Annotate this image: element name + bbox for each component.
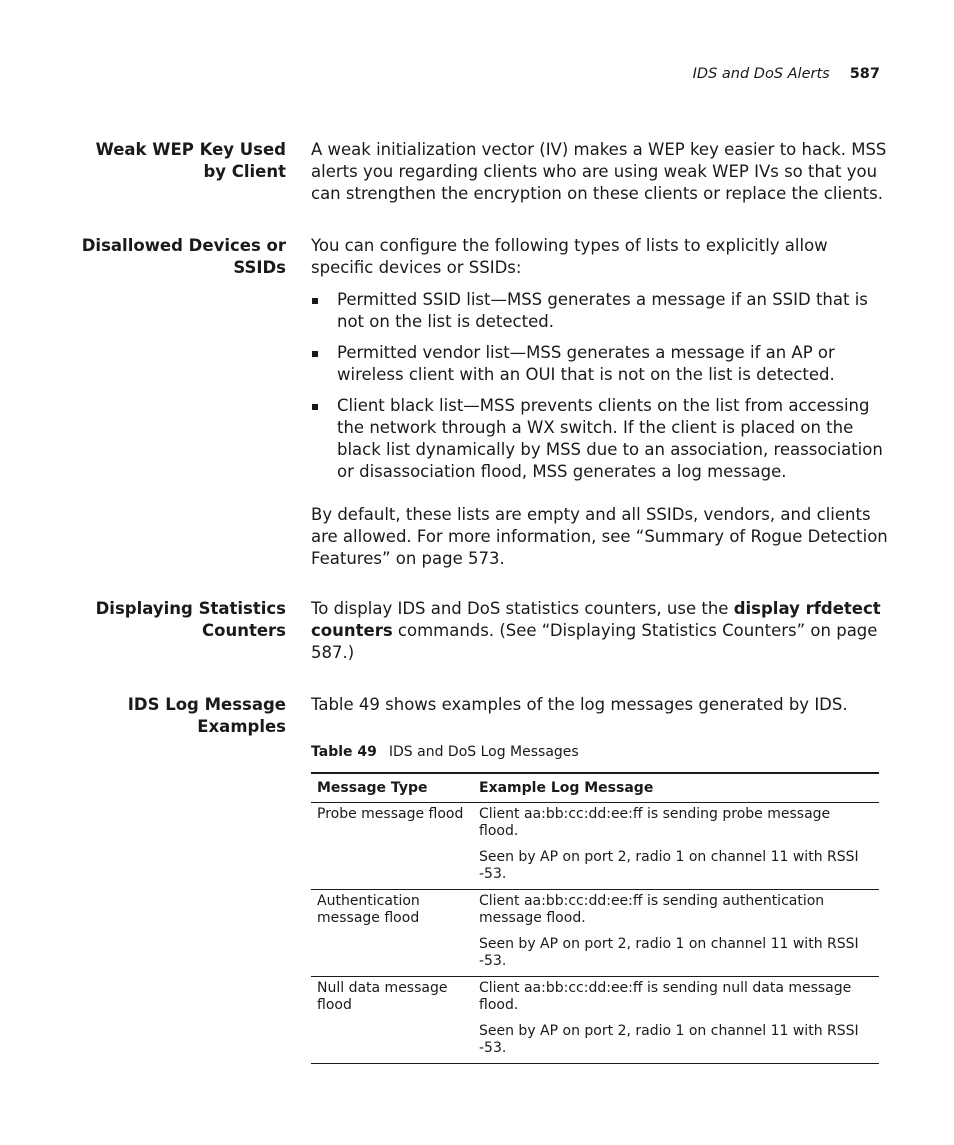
log-messages-table bbox=[311, 772, 879, 1064]
header-section-title: IDS and DoS Alerts bbox=[692, 66, 830, 82]
column-header-example-log: Example Log Message bbox=[473, 773, 879, 803]
ids-log-body bbox=[311, 694, 889, 716]
stats-paragraph: To display IDS and DoS statistics counters, use the display rfdetect counters commands. (See “Displaying Statistics Counters” on page 587.) bbox=[311, 599, 881, 662]
command-name: display rfdetect counters bbox=[311, 599, 881, 640]
heading-ids-log-examples: IDS Log Message Examples bbox=[127, 695, 286, 736]
bullet-list bbox=[311, 289, 889, 483]
weak-wep-body bbox=[311, 139, 889, 205]
list-item: Client black list—MSS prevents clients on the list from accessing the network through a WX switch. If the client is placed on the black list dynamically by MSS due to an association, reassociation or disassociation flood, MSS generates a log message. bbox=[311, 395, 889, 483]
table-row bbox=[311, 977, 879, 1064]
table-header-row bbox=[311, 773, 879, 803]
bullet-square-icon bbox=[312, 351, 318, 357]
message-type-cell: Null data message flood bbox=[311, 977, 473, 1064]
example-log-cell: Client aa:bb:cc:dd:ee:ff is sending null data message flood. Seen by AP on port 2, radio 1 on channel 11 with RSSI -53. bbox=[473, 977, 879, 1064]
disallowed-body bbox=[311, 235, 889, 570]
bullet-square-icon bbox=[312, 404, 318, 410]
column-header-message-type: Message Type bbox=[311, 773, 473, 803]
page-number: 587 bbox=[849, 66, 880, 82]
running-header bbox=[0, 66, 880, 82]
heading-displaying-statistics: Displaying Statistics Counters bbox=[95, 599, 286, 640]
table-caption bbox=[311, 744, 579, 760]
table-caption-text: IDS and DoS Log Messages bbox=[388, 744, 579, 760]
disallowed-intro: You can configure the following types of lists to explicitly allow specific devices or SSIDs: bbox=[311, 236, 828, 277]
list-item: Permitted vendor list—MSS generates a message if an AP or wireless client with an OUI that is not on the list is detected. bbox=[311, 342, 889, 386]
bullet-square-icon bbox=[312, 298, 318, 304]
ids-log-paragraph: Table 49 shows examples of the log messages generated by IDS. bbox=[311, 695, 848, 714]
message-type-cell: Authentication message flood bbox=[311, 890, 473, 977]
weak-wep-paragraph: A weak initialization vector (IV) makes a WEP key easier to hack. MSS alerts you regarding clients who are using weak WEP IVs so that you can strengthen the encryption on these clients or replace the clients. bbox=[311, 140, 887, 203]
example-log-cell: Client aa:bb:cc:dd:ee:ff is sending probe message flood. Seen by AP on port 2, radio 1 on channel 11 with RSSI -53. bbox=[473, 803, 879, 890]
table-caption-label: Table 49 bbox=[311, 744, 377, 760]
disallowed-outro: By default, these lists are empty and all SSIDs, vendors, and clients are allowed. For more information, see “Summary of Rogue Detection Features” on page 573. bbox=[311, 505, 888, 568]
list-item: Permitted SSID list—MSS generates a message if an SSID that is not on the list is detected. bbox=[311, 289, 889, 333]
message-type-cell: Probe message flood bbox=[311, 803, 473, 890]
example-log-cell: Client aa:bb:cc:dd:ee:ff is sending authentication message flood. Seen by AP on port 2, radio 1 on channel 11 with RSSI -53. bbox=[473, 890, 879, 977]
stats-body bbox=[311, 598, 889, 664]
table-row bbox=[311, 803, 879, 890]
heading-weak-wep: Weak WEP Key Used by Client bbox=[95, 140, 286, 181]
table-row bbox=[311, 890, 879, 977]
heading-disallowed-devices: Disallowed Devices or SSIDs bbox=[81, 236, 286, 277]
